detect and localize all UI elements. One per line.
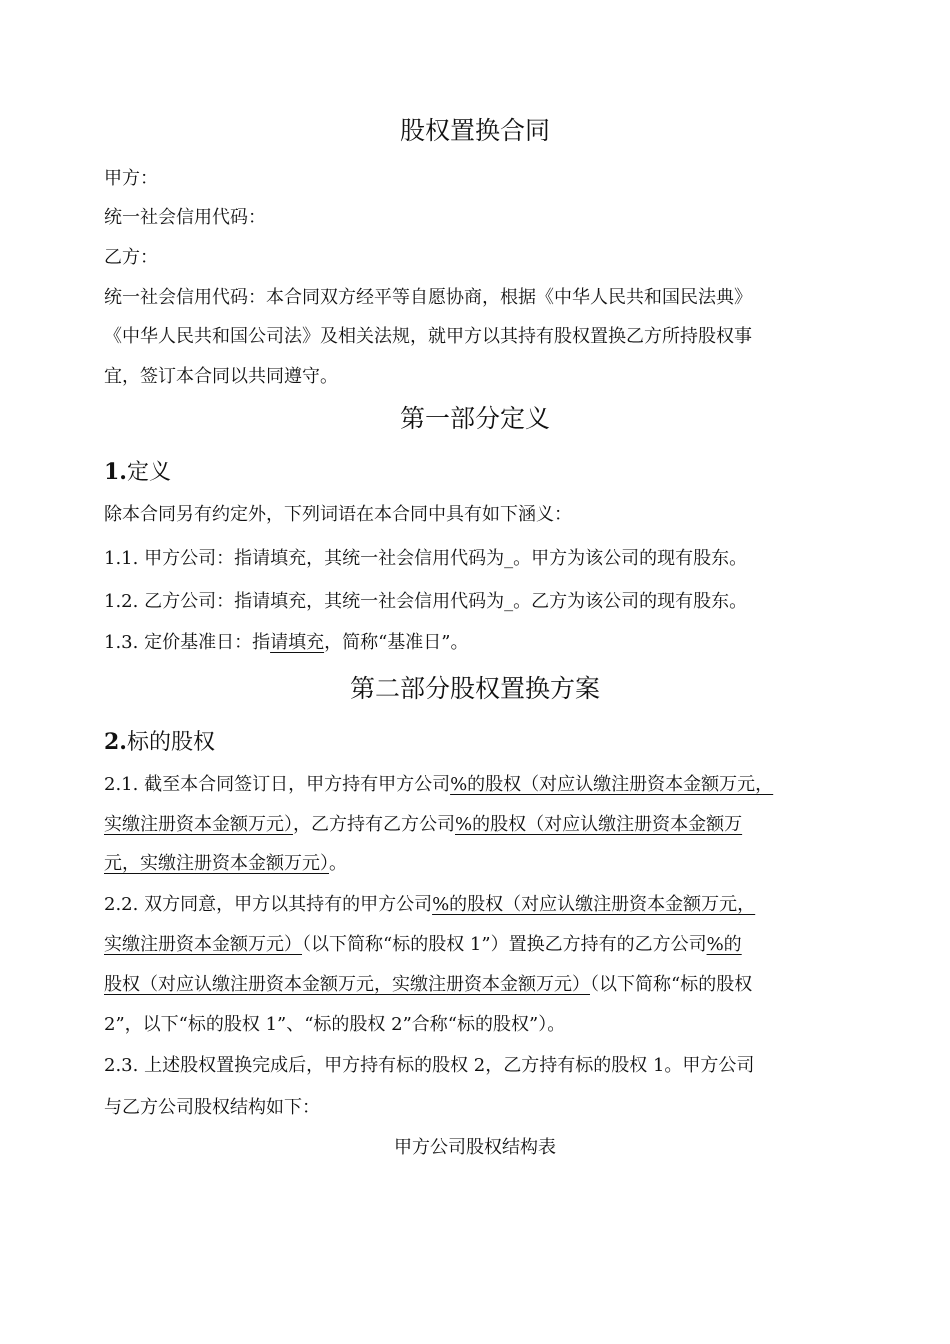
preamble-line-3: 宜，签订本合同以共同遵守。 — [104, 366, 338, 387]
section-2-number: 2. — [104, 729, 127, 755]
section-1-heading — [104, 458, 171, 487]
clause-2-1-underlined: %的股权（对应认缴注册资本金额万元， — [450, 774, 774, 795]
clause-2-1-line-2 — [104, 814, 742, 836]
definitions-intro: 除本合同另有约定外，下列词语在本合同中具有如下涵义： — [104, 504, 572, 525]
clause-2-2-text: （以下简称“标的股权 1”）置换乙方持有的乙方公司 — [302, 934, 707, 955]
party-a-label: 甲方： — [104, 168, 158, 189]
credit-code-a-label: 统一社会信用代码： — [104, 207, 266, 228]
clause-2-2-line-2 — [104, 934, 742, 956]
section-1-number: 1. — [104, 459, 127, 485]
clause-2-2-text: 2.2. 双方同意，甲方以其持有的甲方公司 — [104, 894, 433, 915]
part2-title: 第二部分股权置换方案 — [349, 674, 600, 703]
clause-2-1-text: 2.1. 截至本合同签订日，甲方持有甲方公司 — [104, 774, 451, 795]
clause-2-2-line-3 — [104, 974, 752, 996]
table-caption: 甲方公司股权结构表 — [394, 1137, 556, 1158]
section-1-title: 定义 — [126, 460, 171, 485]
section-2-title: 标的股权 — [126, 730, 215, 755]
clause-1-3-text-a: 1.3. 定价基准日：指 — [104, 632, 271, 653]
clause-2-2-underlined: 股权（对应认缴注册资本金额万元，实缴注册资本金额万元） — [104, 974, 590, 995]
clause-2-1-line-3 — [104, 853, 347, 875]
clause-1-1: 1.1. 甲方公司：指请填充，其统一社会信用代码为_。甲方为该公司的现有股东。 — [104, 548, 748, 569]
party-b-label: 乙方： — [104, 247, 158, 268]
clause-2-2-line-4: 2”，以下“标的股权 1”、“标的股权 2”合称“标的股权”）。 — [104, 1014, 566, 1035]
preamble-line-1: 统一社会信用代码：本合同双方经平等自愿协商，根据《中华人民共和国民法典》 — [104, 287, 752, 308]
clause-2-1-text: 。 — [329, 853, 347, 874]
clause-2-1-text: ，乙方持有乙方公司 — [293, 814, 455, 835]
preamble-line-2: 《中华人民共和国公司法》及相关法规，就甲方以其持有股权置换乙方所持股权事 — [104, 326, 752, 347]
section-2-heading — [104, 728, 215, 757]
clause-2-2-text: （以下简称“标的股权 — [590, 974, 753, 995]
clause-2-2-line-1 — [104, 894, 755, 916]
document-title: 股权置换合同 — [399, 116, 550, 145]
clause-2-3-line-1: 2.3. 上述股权置换完成后，甲方持有标的股权 2，乙方持有标的股权 1。甲方公司 — [104, 1055, 755, 1076]
clause-2-3-line-2: 与乙方公司股权结构如下： — [104, 1097, 320, 1118]
clause-2-1-underlined: %的股权（对应认缴注册资本金额万 — [455, 814, 743, 835]
clause-1-3 — [104, 632, 468, 654]
clause-2-2-underlined: %的股权（对应认缴注册资本金额万元， — [432, 894, 756, 915]
clause-2-1-line-1 — [104, 774, 773, 796]
clause-1-3-text-c: ，简称“基准日”。 — [324, 632, 469, 653]
clause-2-1-underlined: 实缴注册资本金额万元） — [104, 814, 293, 835]
clause-2-2-underlined: %的 — [706, 934, 742, 955]
clause-2-1-underlined: 元，实缴注册资本金额万元） — [104, 853, 329, 874]
clause-1-3-blank: 请填充 — [270, 632, 325, 653]
part1-title: 第一部分定义 — [399, 404, 550, 433]
clause-2-2-underlined: 实缴注册资本金额万元） — [104, 934, 302, 955]
clause-1-2: 1.2. 乙方公司：指请填充，其统一社会信用代码为_。乙方为该公司的现有股东。 — [104, 591, 748, 612]
